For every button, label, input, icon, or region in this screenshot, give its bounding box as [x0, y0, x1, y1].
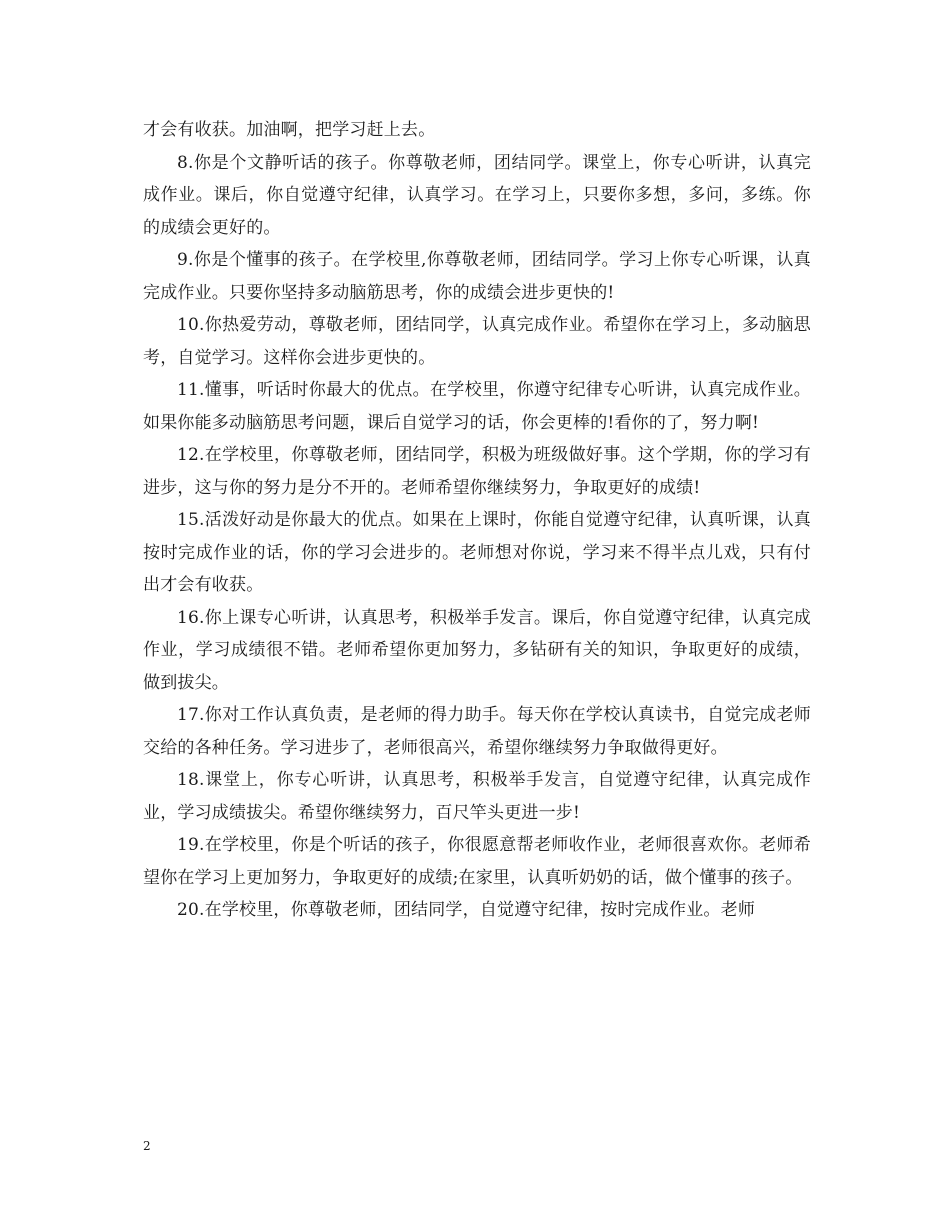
document-body: [143, 114, 811, 927]
paragraph-item-10: 10.你热爱劳动，尊敬老师，团结同学，认真完成作业。希望你在学习上，多动脑思考，自觉学习。这样你会进步更快的。: [143, 315, 811, 368]
paragraph-item-9: 9.你是个懂事的孩子。在学校里,你尊敬老师，团结同学。学习上你专心听课，认真完成作业。只要你坚持多动脑筋思考，你的成绩会进步更快的!: [143, 250, 811, 303]
paragraph-item-20: 20.在学校里，你尊敬老师，团结同学，自觉遵守纪律，按时完成作业。老师: [177, 900, 756, 920]
paragraph-item-8: 8.你是个文静听话的孩子。你尊敬老师，团结同学。课堂上，你专心听讲，认真完成作业。课后，你自觉遵守纪律，认真学习。在学习上，只要你多想，多问，多练。你的成绩会更好的。: [143, 152, 811, 238]
paragraph-item-18: 18.课堂上，你专心听讲，认真思考，积极举手发言，自觉遵守纪律，认真完成作业，学习成绩拔尖。希望你继续努力，百尺竿头更进一步!: [143, 770, 811, 823]
page-number: 2: [143, 1139, 151, 1153]
paragraph-continuation: 才会有收获。加油啊，把学习赶上去。: [143, 120, 436, 140]
paragraph-item-17: 17.你对工作认真负责，是老师的得力助手。每天你在学校认真读书，自觉完成老师交给的各种任务。学习进步了，老师很高兴，希望你继续努力争取做得更好。: [143, 705, 811, 758]
paragraph-item-11: 11.懂事，听话时你最大的优点。在学校里，你遵守纪律专心听讲，认真完成作业。如果你能多动脑筋思考问题，课后自觉学习的话，你会更棒的!看你的了，努力啊!: [143, 380, 811, 433]
paragraph-item-16: 16.你上课专心听讲，认真思考，积极举手发言。课后，你自觉遵守纪律，认真完成作业，学习成绩很不错。老师希望你更加努力，多钻研有关的知识，争取更好的成绩，做到拔尖。: [143, 607, 811, 693]
paragraph-item-12: 12.在学校里，你尊敬老师，团结同学，积极为班级做好事。这个学期，你的学习有进步，这与你的努力是分不开的。老师希望你继续努力，争取更好的成绩!: [143, 445, 811, 498]
paragraph-item-15: 15.活泼好动是你最大的优点。如果在上课时，你能自觉遵守纪律，认真听课，认真按时完成作业的话，你的学习会进步的。老师想对你说，学习来不得半点儿戏，只有付出才会有收获。: [143, 510, 811, 595]
paragraph-item-19: 19.在学校里，你是个听话的孩子，你很愿意帮老师收作业，老师很喜欢你。老师希望你在学习上更加努力，争取更好的成绩;在家里，认真听奶奶的话，做个懂事的孩子。: [143, 835, 811, 888]
